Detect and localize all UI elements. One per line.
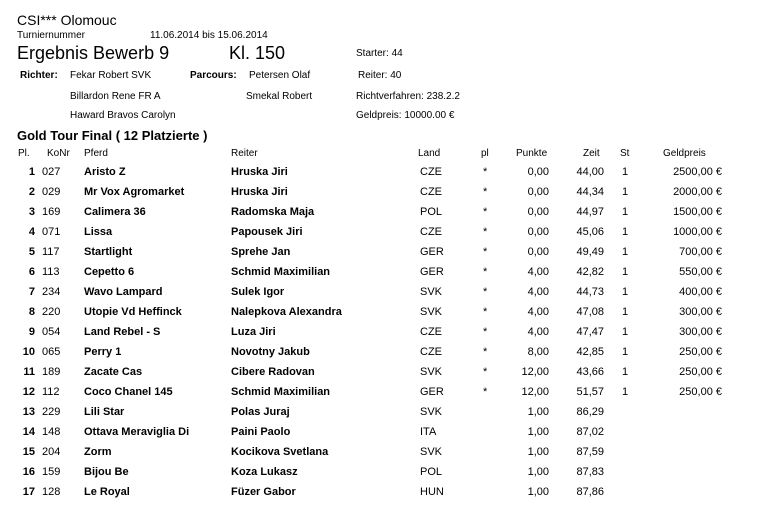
round-cell: 1 (622, 346, 629, 358)
horse-name-cell: Lili Star (84, 406, 125, 418)
start-number-cell: 029 (42, 186, 61, 198)
points-cell: 1,00 (527, 446, 549, 458)
table-row (0, 444, 761, 464)
place-cell: 13 (22, 406, 35, 418)
country-cell: POL (420, 466, 443, 478)
points-cell: 1,00 (527, 426, 549, 438)
country-cell: SVK (420, 406, 443, 418)
placed-mark-cell: * (483, 186, 488, 198)
place-cell: 10 (22, 346, 35, 358)
place-cell: 14 (22, 426, 35, 438)
start-number-cell: 128 (42, 486, 61, 498)
rider-name-cell: Paini Paolo (231, 426, 291, 438)
prize-money-cell: 250,00 € (679, 386, 722, 398)
horse-name-cell: Lissa (84, 226, 113, 238)
column-header-points: Punkte (516, 148, 548, 159)
results-table-header (0, 148, 761, 162)
start-number-cell: 229 (42, 406, 61, 418)
placed-mark-cell: * (483, 366, 488, 378)
country-cell: POL (420, 206, 443, 218)
prize-money-cell: 700,00 € (679, 246, 722, 258)
placed-mark-cell: * (483, 326, 488, 338)
table-row (0, 424, 761, 444)
start-number-cell: 234 (42, 286, 61, 298)
table-row (0, 384, 761, 404)
points-cell: 0,00 (527, 186, 549, 198)
horse-name-cell: Utopie Vd Heffinck (84, 306, 182, 318)
round-cell: 1 (622, 326, 629, 338)
horse-name-cell: Bijou Be (84, 466, 129, 478)
competition-title: Ergebnis Bewerb 9 (17, 43, 170, 63)
start-number-cell: 117 (42, 246, 60, 258)
prize-money-cell: 2000,00 € (673, 186, 722, 198)
start-number-cell: 112 (42, 386, 60, 398)
round-cell: 1 (622, 206, 629, 218)
time-cell: 49,49 (576, 246, 604, 258)
time-cell: 51,57 (576, 386, 604, 398)
placed-mark-cell: * (483, 346, 488, 358)
judges-label: Richter: (20, 70, 58, 81)
place-cell: 17 (22, 486, 35, 498)
column-header-rider: Reiter (231, 148, 258, 159)
table-row (0, 284, 761, 304)
tournament-dates: 11.06.2014 bis 15.06.2014 (150, 30, 268, 41)
place-cell: 16 (22, 466, 35, 478)
placed-mark-cell: * (483, 386, 488, 398)
points-cell: 4,00 (527, 306, 549, 318)
table-row (0, 344, 761, 364)
table-row (0, 484, 761, 504)
round-cell: 1 (622, 386, 629, 398)
prize-money-cell: 400,00 € (679, 286, 722, 298)
rider-name-cell: Füzer Gabor (231, 486, 296, 498)
place-cell: 1 (28, 166, 35, 178)
start-number-cell: 113 (42, 266, 60, 278)
horse-name-cell: Perry 1 (84, 346, 122, 358)
placed-mark-cell: * (483, 206, 488, 218)
points-cell: 1,00 (527, 406, 549, 418)
time-cell: 87,02 (576, 426, 604, 438)
starter-count: Starter: 44 (356, 48, 403, 59)
rider-name-cell: Schmid Maximilian (231, 266, 331, 278)
class-subtitle: Gold Tour Final ( 12 Platzierte ) (17, 128, 208, 143)
column-header-place: Pl. (18, 148, 30, 159)
country-cell: CZE (420, 346, 442, 358)
place-cell: 9 (28, 326, 35, 338)
rider-name-cell: Polas Juraj (231, 406, 290, 418)
country-cell: CZE (420, 226, 442, 238)
table-row (0, 304, 761, 324)
start-number-cell: 169 (42, 206, 61, 218)
table-row (0, 364, 761, 384)
points-cell: 12,00 (521, 386, 549, 398)
country-cell: ITA (420, 426, 437, 438)
round-cell: 1 (622, 286, 629, 298)
horse-name-cell: Aristo Z (84, 166, 126, 178)
prize-money-cell: 300,00 € (679, 306, 722, 318)
horse-name-cell: Ottava Meraviglia Di (84, 426, 190, 438)
place-cell: 7 (28, 286, 35, 298)
horse-name-cell: Zorm (84, 446, 112, 458)
time-cell: 44,34 (576, 186, 604, 198)
rider-name-cell: Schmid Maximilian (231, 386, 331, 398)
country-cell: SVK (420, 286, 443, 298)
country-cell: SVK (420, 366, 443, 378)
column-header-horse: Pferd (84, 148, 108, 159)
start-number-cell: 065 (42, 346, 61, 358)
rider-name-cell: Nalepkova Alexandra (231, 306, 342, 318)
points-cell: 0,00 (527, 206, 549, 218)
time-cell: 43,66 (576, 366, 604, 378)
points-cell: 0,00 (527, 226, 549, 238)
horse-name-cell: Zacate Cas (84, 366, 143, 378)
start-number-cell: 071 (42, 226, 61, 238)
table-row (0, 184, 761, 204)
place-cell: 5 (28, 246, 35, 258)
rider-name-cell: Radomska Maja (231, 206, 315, 218)
round-cell: 1 (622, 246, 629, 258)
country-cell: CZE (420, 326, 442, 338)
start-number-cell: 054 (42, 326, 61, 338)
start-number-cell: 220 (42, 306, 61, 318)
table-row (0, 324, 761, 344)
rider-name-cell: Novotny Jakub (231, 346, 310, 358)
country-cell: GER (420, 386, 444, 398)
horse-name-cell: Coco Chanel 145 (84, 386, 173, 398)
results-table-body (0, 164, 761, 504)
prize-money-cell: 2500,00 € (673, 166, 722, 178)
start-number-cell: 027 (42, 166, 61, 178)
judging-procedure: Richtverfahren: 238.2.2 (356, 91, 460, 102)
horse-name-cell: Le Royal (84, 486, 130, 498)
country-cell: CZE (420, 186, 442, 198)
country-cell: GER (420, 246, 444, 258)
place-cell: 11 (23, 366, 35, 378)
time-cell: 44,00 (576, 166, 604, 178)
rider-name-cell: Luza Jiri (231, 326, 276, 338)
horse-name-cell: Cepetto 6 (84, 266, 135, 278)
placed-mark-cell: * (483, 266, 488, 278)
table-row (0, 204, 761, 224)
rider-name-cell: Koza Lukasz (231, 466, 298, 478)
time-cell: 87,83 (576, 466, 604, 478)
rider-name-cell: Sulek Igor (231, 286, 285, 298)
placed-mark-cell: * (483, 246, 488, 258)
judge-name: Billardon Rene FR A (70, 91, 161, 102)
placed-mark-cell: * (483, 306, 488, 318)
points-cell: 1,00 (527, 466, 549, 478)
rider-name-cell: Hruska Jiri (231, 166, 288, 178)
table-row (0, 264, 761, 284)
time-cell: 44,97 (576, 206, 604, 218)
start-number-cell: 159 (42, 466, 61, 478)
column-header-number: KoNr (47, 148, 70, 159)
table-row (0, 244, 761, 264)
rider-name-cell: Papousek Jiri (231, 226, 303, 238)
prize-money-cell: 250,00 € (679, 366, 722, 378)
place-cell: 15 (22, 446, 35, 458)
round-cell: 1 (622, 166, 629, 178)
placed-mark-cell: * (483, 166, 488, 178)
column-header-prize: Geldpreis (663, 148, 706, 159)
place-cell: 3 (28, 206, 35, 218)
country-cell: SVK (420, 306, 443, 318)
time-cell: 42,85 (576, 346, 604, 358)
points-cell: 4,00 (527, 326, 549, 338)
prize-money-cell: 1500,00 € (673, 206, 722, 218)
course-designer-name: Petersen Olaf (249, 70, 311, 81)
points-cell: 0,00 (527, 246, 549, 258)
points-cell: 1,00 (527, 486, 549, 498)
prize-money-total: Geldpreis: 10000.00 € (356, 110, 455, 121)
points-cell: 0,00 (527, 166, 549, 178)
points-cell: 12,00 (521, 366, 549, 378)
points-cell: 8,00 (527, 346, 549, 358)
place-cell: 2 (28, 186, 35, 198)
country-cell: HUN (420, 486, 444, 498)
judge-name: Fekar Robert SVK (70, 70, 152, 81)
round-cell: 1 (622, 266, 629, 278)
start-number-cell: 189 (42, 366, 61, 378)
column-header-placed: pl (481, 148, 489, 159)
prize-money-cell: 250,00 € (679, 346, 722, 358)
column-header-round: St (620, 148, 630, 159)
time-cell: 47,08 (576, 306, 604, 318)
place-cell: 4 (28, 226, 35, 238)
horse-name-cell: Land Rebel - S (84, 326, 161, 338)
column-header-country: Land (418, 148, 441, 159)
rider-name-cell: Sprehe Jan (231, 246, 291, 258)
competition-class: Kl. 150 (229, 43, 286, 63)
table-row (0, 224, 761, 244)
placed-mark-cell: * (483, 286, 488, 298)
country-cell: CZE (420, 166, 442, 178)
column-header-time: Zeit (583, 148, 600, 159)
course-designer-name: Smekal Robert (246, 91, 313, 102)
horse-name-cell: Startlight (84, 246, 133, 258)
round-cell: 1 (622, 186, 629, 198)
judge-name: Haward Bravos Carolyn (70, 110, 176, 121)
country-cell: SVK (420, 446, 443, 458)
round-cell: 1 (622, 226, 629, 238)
prize-money-cell: 1000,00 € (673, 226, 722, 238)
prize-money-cell: 300,00 € (679, 326, 722, 338)
placed-mark-cell: * (483, 226, 488, 238)
place-cell: 6 (28, 266, 35, 278)
time-cell: 87,59 (576, 446, 604, 458)
points-cell: 4,00 (527, 266, 549, 278)
time-cell: 47,47 (576, 326, 604, 338)
course-designer-label: Parcours: (190, 70, 237, 81)
time-cell: 87,86 (576, 486, 604, 498)
round-cell: 1 (622, 366, 629, 378)
place-cell: 8 (28, 306, 35, 318)
time-cell: 45,06 (576, 226, 604, 238)
rider-name-cell: Hruska Jiri (231, 186, 288, 198)
prize-money-cell: 550,00 € (679, 266, 722, 278)
horse-name-cell: Wavo Lampard (84, 286, 163, 298)
time-cell: 86,29 (576, 406, 604, 418)
time-cell: 44,73 (576, 286, 604, 298)
rider-name-cell: Kocikova Svetlana (231, 446, 329, 458)
horse-name-cell: Calimera 36 (84, 206, 146, 218)
country-cell: GER (420, 266, 444, 278)
time-cell: 42,82 (576, 266, 604, 278)
place-cell: 12 (22, 386, 35, 398)
tournament-number-label: Turniernummer (17, 30, 85, 41)
table-row (0, 164, 761, 184)
rider-count: Reiter: 40 (358, 70, 402, 81)
points-cell: 4,00 (527, 286, 549, 298)
start-number-cell: 148 (42, 426, 61, 438)
table-row (0, 464, 761, 484)
horse-name-cell: Mr Vox Agromarket (84, 186, 185, 198)
table-row (0, 404, 761, 424)
event-title: CSI*** Olomouc (17, 12, 117, 28)
round-cell: 1 (622, 306, 629, 318)
start-number-cell: 204 (42, 446, 61, 458)
rider-name-cell: Cibere Radovan (231, 366, 315, 378)
